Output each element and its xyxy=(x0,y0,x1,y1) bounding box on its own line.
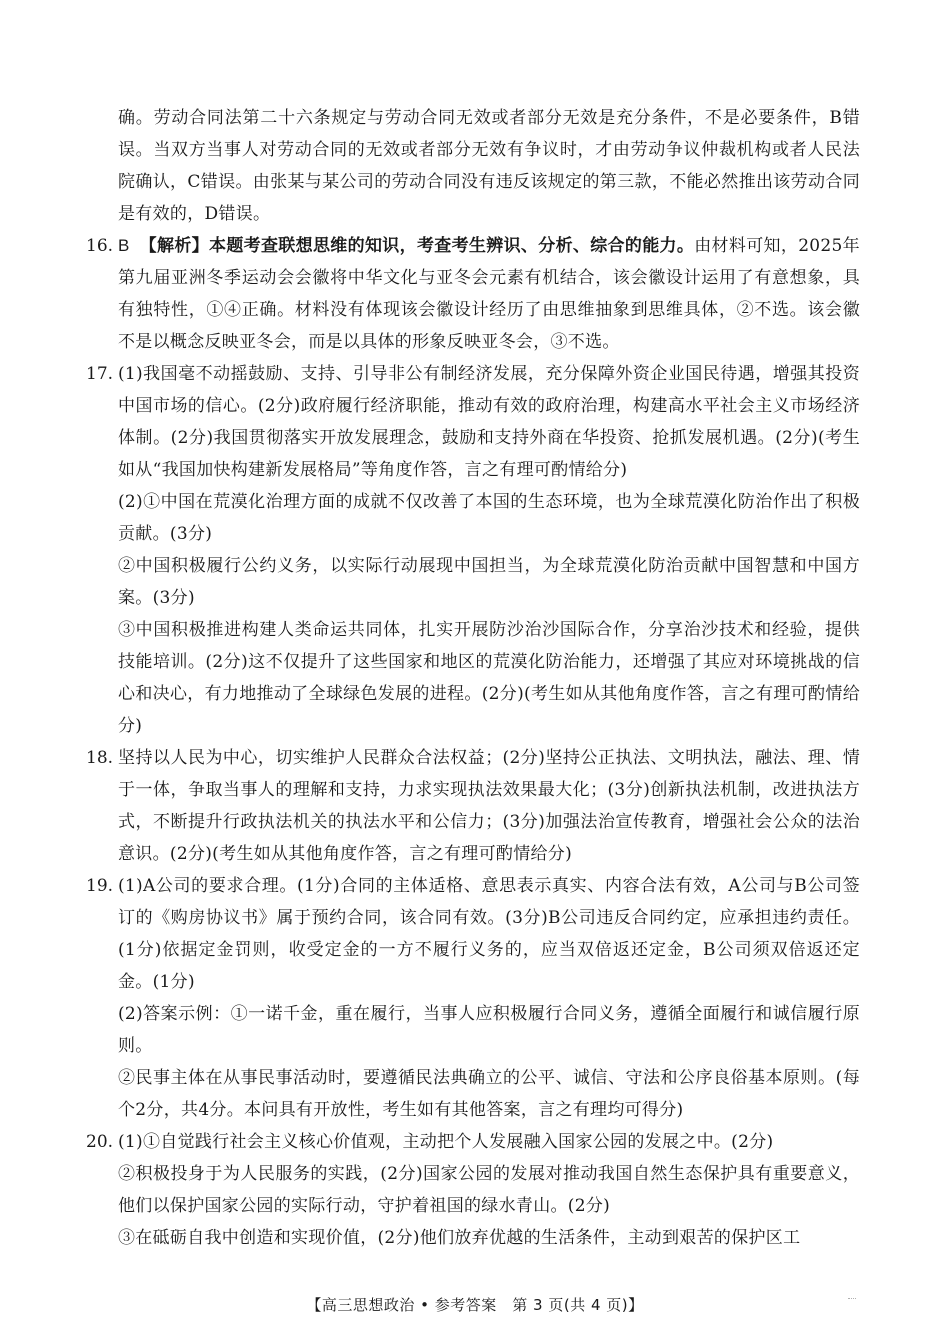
answer-paragraph: (1)A公司的要求合理。(1分)合同的主体适格、意思表示真实、内容合法有效，A公司与B公司签订的《购房协议书》属于预约合同，该合同有效。(3分)B公司违反合同约定，应承担违约责任。(1分)依据定金罚则，收受定金的一方不履行义务的，应当双倍返还定金，B公司须双倍返还定金。(1分) xyxy=(118,876,860,992)
question-number: 16. xyxy=(86,236,114,256)
question-number: 17. xyxy=(86,364,114,384)
question-number: 20. xyxy=(86,1132,114,1152)
answer-content xyxy=(86,102,860,1254)
answer-paragraph: ②民事主体在从事民事活动时，要遵循民法典确立的公平、诚信、守法和公序良俗基本原则。(每个2分，共4分。本问具有开放性，考生如有其他答案，言之有理均可得分) xyxy=(118,1068,860,1120)
answer-letter: B xyxy=(118,236,130,255)
answer-paragraph xyxy=(118,230,860,358)
question-number: 19. xyxy=(86,876,114,896)
answer-paragraph: ②中国积极履行公约义务，以实际行动展现中国担当，为全球荒漠化防治贡献中国智慧和中国方案。(3分) xyxy=(118,556,860,608)
answer-item-20 xyxy=(86,1126,860,1254)
answer-paragraph: ③在砥砺自我中创造和实现价值，(2分)他们放弃优越的生活条件，主动到艰苦的保护区工 xyxy=(118,1228,801,1248)
question-number: 18. xyxy=(86,748,114,768)
answer-item-17 xyxy=(86,358,860,742)
answer-paragraph: (1)①自觉践行社会主义核心价值观，主动把个人发展融入国家公园的发展之中。(2分) xyxy=(118,1132,774,1152)
answer-paragraph: ②积极投身于为人民服务的实践，(2分)国家公园的发展对推动我国自然生态保护具有重要意义，他们以保护国家公园的实际行动，守护着祖国的绿水青山。(2分) xyxy=(118,1164,860,1216)
answer-item-16 xyxy=(86,230,860,358)
analysis-text: 由材料可知，2025年第九届亚洲冬季运动会会徽将中华文化与亚冬会元素有机结合，该会徽设计运用了有意想象，具有独特性，①④正确。材料没有体现该会徽设计经历了由思维抽象到思维具体，②不选。该会徽不是以概念反映亚冬会，而是以具体的形象反映亚冬会，③不选。 xyxy=(118,236,860,352)
answer-paragraph: 确。劳动合同法第二十六条规定与劳动合同无效或者部分无效是充分条件，不是必要条件，B错误。当双方当事人对劳动合同的无效或者部分无效有争议时，才由劳动争议仲裁机构或者人民法院确认，C错误。由张某与某公司的劳动合同没有违反该规定的第三款，不能必然推出该劳动合同是有效的，D错误。 xyxy=(118,108,860,224)
answer-paragraph: (2)答案示例：①一诺千金，重在履行，当事人应积极履行合同义务，遵循全面履行和诚信履行原则。 xyxy=(118,1004,860,1056)
scan-mark xyxy=(848,1298,856,1302)
page-footer: 【高三思想政治 • 参考答案 第 3 页(共 4 页)】 xyxy=(306,1296,644,1314)
answer-paragraph: 坚持以人民为中心，切实维护人民群众合法权益；(2分)坚持公正执法、文明执法，融法、理、情于一体，争取当事人的理解和支持，力求实现执法效果最大化；(3分)创新执法机制，改进执法方式，不断提升行政执法机关的执法水平和公信力；(3分)加强法治宣传教育，增强社会公众的法治意识。(2分)(考生如从其他角度作答，言之有理可酌情给分) xyxy=(118,748,860,864)
analysis-label: 【解析】本题考查联想思维的知识，考查考生辨识、分析、综合的能力。 xyxy=(139,236,695,256)
answer-item-19 xyxy=(86,870,860,1126)
answer-paragraph: ③中国积极推进构建人类命运共同体，扎实开展防沙治沙国际合作，分享治沙技术和经验，提供技能培训。(2分)这不仅提升了这些国家和地区的荒漠化防治能力，还增强了其应对环境挑战的信心和决心，有力地推动了全球绿色发展的进程。(2分)(考生如从其他角度作答，言之有理可酌情给分) xyxy=(118,620,860,736)
answer-item-15-continued xyxy=(86,102,860,230)
answer-paragraph: (1)我国毫不动摇鼓励、支持、引导非公有制经济发展，充分保障外资企业国民待遇，增强其投资中国市场的信心。(2分)政府履行经济职能，推动有效的政府治理，构建高水平社会主义市场经济体制。(2分)我国贯彻落实开放发展理念，鼓励和支持外商在华投资、抢抓发展机遇。(2分)(考生如从“我国加快构建新发展格局”等角度作答，言之有理可酌情给分) xyxy=(118,364,860,480)
answer-item-18 xyxy=(86,742,860,870)
answer-paragraph: (2)①中国在荒漠化治理方面的成就不仅改善了本国的生态环境，也为全球荒漠化防治作出了积极贡献。(3分) xyxy=(118,492,860,544)
